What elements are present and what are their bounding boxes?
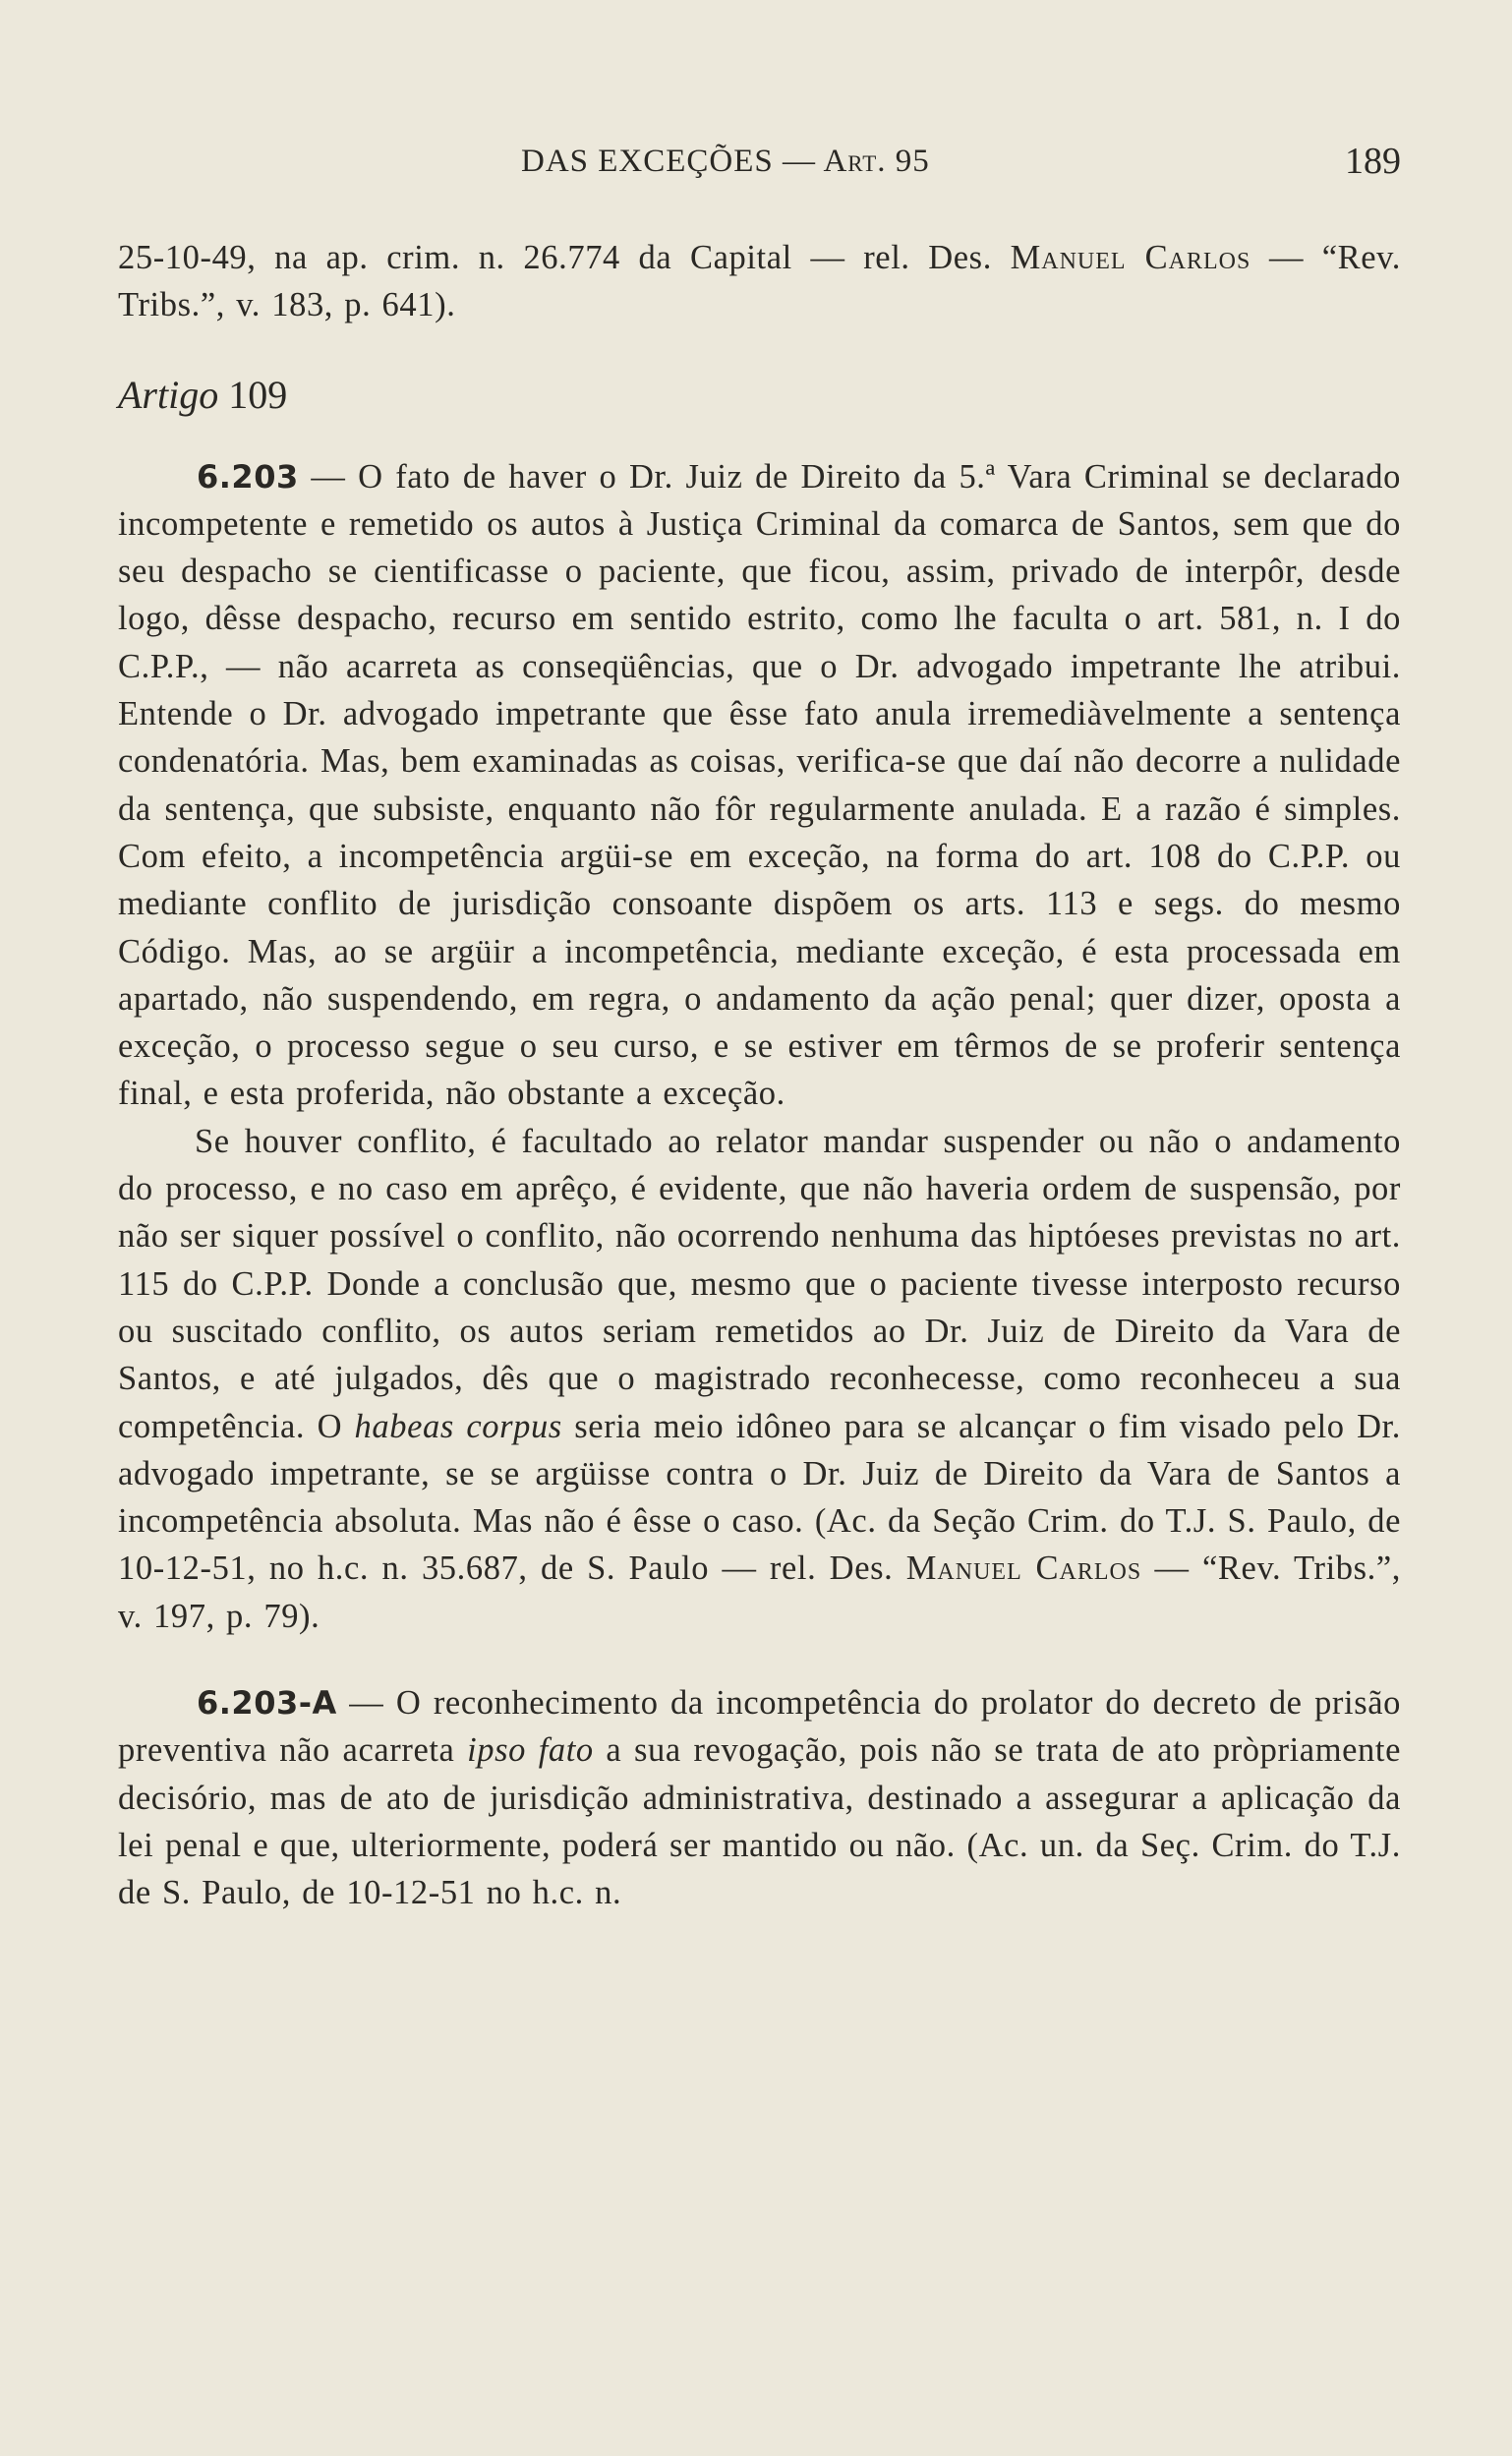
continuation-text: 25-10-49, na ap. crim. n. 26.774 da Capital — rel. Des. xyxy=(118,239,1011,276)
running-head: DAS EXCEÇÕES — Art. 95 xyxy=(521,144,930,179)
article-heading xyxy=(118,371,1401,420)
article-label: Artigo xyxy=(118,372,219,417)
book-page xyxy=(118,0,1401,2456)
article-number: 109 xyxy=(228,372,288,417)
author-name: Manuel Carlos xyxy=(1010,239,1251,276)
author-name: Manuel Carlos xyxy=(905,1550,1142,1588)
entry-text: — O fato de haver o Dr. Juiz de Direito da 5.ª Vara Criminal se declarado incompetente e remetido os autos à Justiça Criminal da comarca de Santos, sem que do seu despacho se cientificasse o paciente, que ficou, assim, privado de interpôr, desde logo, dêsse despacho, recurso em sentido estrito, como lhe faculta o art. 581, n. I do C.P.P., — não acarreta as conseqüências, que o Dr. advogado impetrante lhe atribui. Entende o Dr. advogado impetrante que êsse fato anula irremediàvelmente a sentença condenatória. Mas, bem examinadas as coisas, verifica-se que daí não decorre a nulidade da sentença, que subsiste, enquanto não fôr regularmente anulada. E a razão é simples. Com efeito, a incompetência argüi-se em exceção, na forma do art. 108 do C.P.P. ou mediante conflito de jurisdição consoante dispõem os arts. 113 e segs. do mesmo Código. Mas, ao se argüir a incompetência, mediante exceção, é esta processada em apartado, não suspendendo, em regra, o andamento da ação penal; quer dizer, oposta a exceção, o processo segue o seu curso, e se estiver em têrmos de se proferir sentença final, e esta proferida, não obstante a exceção. xyxy=(118,457,1401,1113)
continuation-paragraph xyxy=(118,234,1401,329)
italic-term: ipso fato xyxy=(467,1731,594,1770)
page-header xyxy=(118,136,1401,185)
page-number: 189 xyxy=(1345,141,1401,182)
entry-text: Se houver conflito, é facultado ao relator mandar suspender ou não o andamento do processo, e no caso em aprêço, é evidente, que não haveria ordem de suspensão, por não ser siquer possível o conflito, não ocorrendo nenhuma das hiptóeses previstas no art. 115 do C.P.P. Donde a conclusão que, mesmo que o paciente tivesse interposto recurso ou suscitado conflito, os autos seriam remetidos ao Dr. Juiz de Direito da Vara de Santos, e até julgados, dês que o magistrado reconhecesse, como reconheceu a sua competência. O xyxy=(118,1122,1401,1445)
entry-text: a sua revogação, pois não se trata de ato pròpriamente decisório, mas de ato de jurisdição administrativa, destinado a assegurar a aplicação da lei penal e que, ulteriormente, poderá ser mantido ou não. (Ac. un. da Seç. Crim. do T.J. de S. Paulo, de 10-12-51 no h.c. n. xyxy=(118,1731,1401,1912)
entry-6203-paragraph-2 xyxy=(118,1118,1401,1640)
entry-text: seria meio idôneo para se alcançar o fim visado pelo Dr. advogado impetrante, se se argüisse contra o Dr. Juiz de Direito da Vara de Santos a incompetência absoluta. Mas não é êsse o caso. (Ac. da Seção Crim. do T.J. S. Paulo, de 10-12-51, no h.c. n. 35.687, de S. Paulo — rel. Des. xyxy=(118,1407,1402,1588)
entry-6203-paragraph-1 xyxy=(118,453,1401,1118)
body-text xyxy=(118,234,1401,1917)
citation-text: — “Rev. Tribs.”, v. 183, p. 641). xyxy=(118,239,1401,324)
entry-number: 6.203-A xyxy=(197,1684,337,1723)
citation-text: — “Rev. Tribs.”, v. 197, p. 79). xyxy=(118,1550,1401,1635)
entry-number: 6.203 xyxy=(197,457,299,496)
entry-text: — O reconhecimento da incompetência do prolator do decreto de prisão preventiva não acarreta xyxy=(118,1684,1401,1770)
entry-6203a-paragraph xyxy=(118,1679,1401,1916)
italic-term: habeas corpus xyxy=(354,1407,562,1445)
